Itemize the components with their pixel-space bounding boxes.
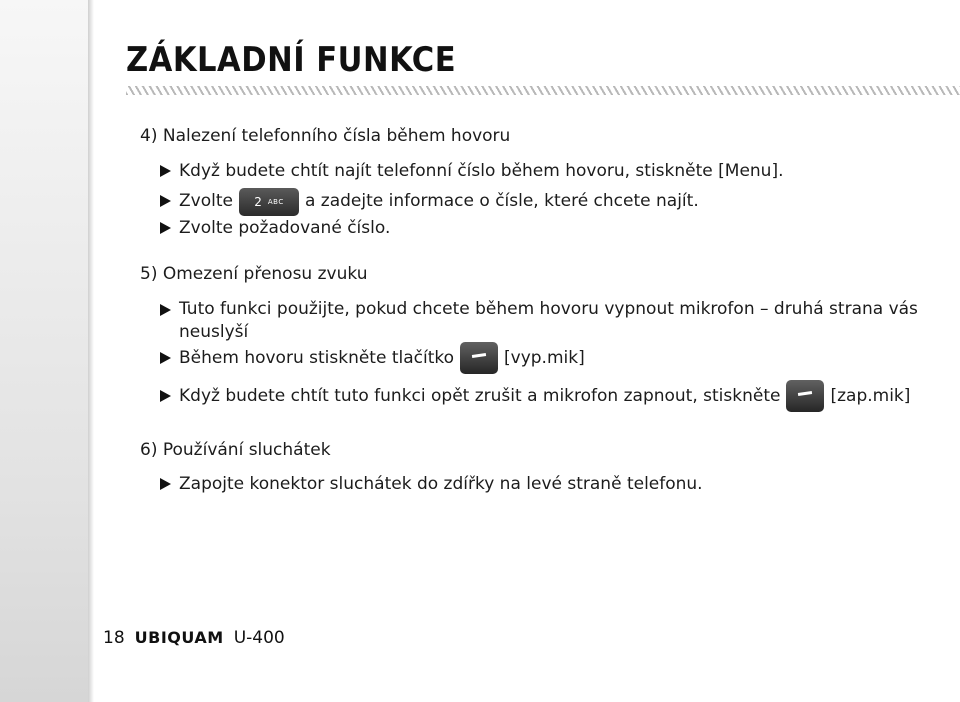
list-item-text: Když budete chtít tuto funkci opět zrušit a mikrofon zapnout, stiskněte [179,386,781,406]
list-item-text: Tuto funkci použijte, pokud chcete během hovoru vypnout mikrofon – druhá strana vás neuslyší [179,299,918,342]
keypad-2-abc-icon [239,188,299,216]
page-title: ZÁKLADNÍ FUNKCE [126,40,457,80]
list-item-text: Během hovoru stiskněte tlačítko [179,348,455,368]
list-item [160,380,910,412]
bullet-triangle-icon [160,390,171,402]
title-hatch-divider [126,86,960,95]
list-item-text: [zap.mik] [830,386,911,406]
list-item [160,474,703,494]
page-margin-shade [88,0,94,702]
bullet-triangle-icon [160,478,171,490]
model-name: U-400 [233,628,285,648]
section-heading-5: 5) Omezení přenosu zvuku [140,264,368,284]
list-item [160,342,585,374]
list-item [160,298,940,344]
bullet-triangle-icon [160,165,171,177]
page-number: 18 [103,628,125,648]
soft-key-icon [460,342,498,374]
list-item-text: Zvolte požadované číslo. [179,218,391,238]
bullet-triangle-icon [160,222,171,234]
list-item-text: Zapojte konektor sluchátek do zdířky na levé straně telefonu. [179,474,703,494]
list-item [160,218,390,238]
list-item-text: Zvolte [179,191,233,211]
section-heading-4: 4) Nalezení telefonního čísla během hovoru [140,126,511,146]
list-item-text: Když budete chtít najít telefonní číslo během hovoru, stiskněte [Menu]. [179,161,784,181]
key-letters: ABC [267,198,284,206]
list-item [160,187,699,215]
bullet-triangle-icon [160,304,171,316]
list-item [160,161,784,181]
bullet-triangle-icon [160,352,171,364]
list-item-text: a zadejte informace o čísle, které chcete najít. [304,191,699,211]
key-number: 2 [254,195,262,209]
bullet-triangle-icon [160,195,171,207]
page-footer [103,628,285,648]
soft-key-icon [786,380,824,412]
list-item-text: [vyp.mik] [504,348,585,368]
brand-logo: UBIQUAM [134,628,224,647]
page-margin-band [0,0,92,702]
section-heading-6: 6) Používání sluchátek [140,440,331,460]
